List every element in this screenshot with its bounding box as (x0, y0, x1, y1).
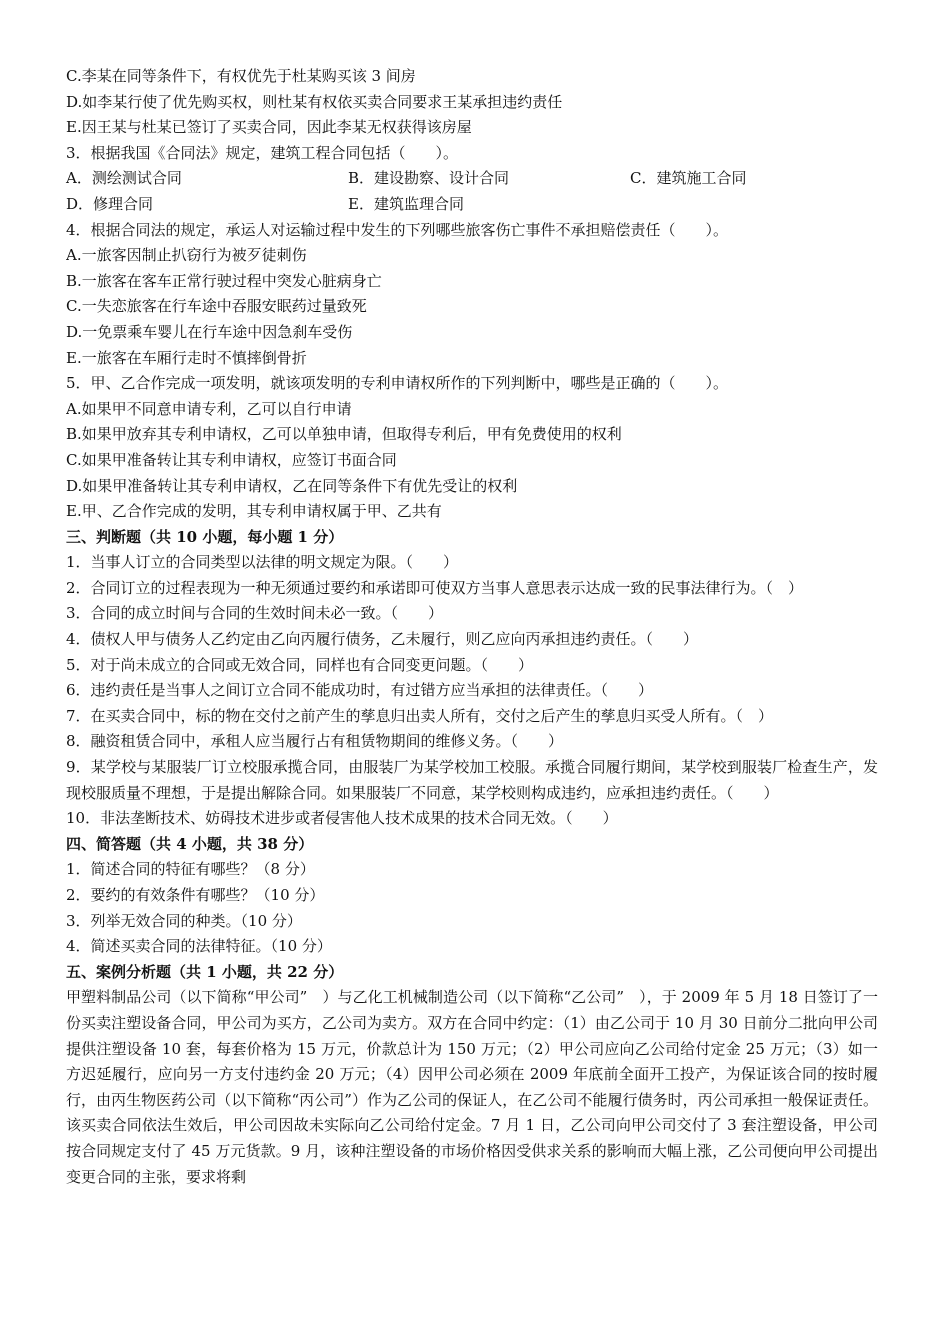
q3-stem: 3．根据我国《合同法》规定，建筑工程合同包括（ ）。 (66, 143, 459, 162)
q5-option-e: E.甲、乙合作完成的发明，其专利申请权属于甲、乙共有 (66, 502, 442, 521)
judge-item-7: 7．在买卖合同中，标的物在交付之前产生的孳息归出卖人所有，交付之后产生的孳息归买受人所有。（ ） (66, 706, 774, 725)
judge-item-10: 10．非法垄断技术、妨碍技术进步或者侵害他人技术成果的技术合同无效。（ ） (66, 809, 618, 828)
case-paragraph: 甲塑料制品公司（以下简称“甲公司” ）与乙化工机械制造公司（以下简称“乙公司” ），于 2009 年 5 月 18 日签订了一份买卖注塑设备合同，甲公司为买方，乙公司为卖方。双方在合同中约定：（1）由乙公司于 10 月 30 日前分二批向甲公司提供注塑设备 10 套，每套价格为 15 万元，价款总计为 150 万元；（2）甲公司应向乙公司给付定金 25 万元；（3）如一方迟延履行，应向另一方支付违约金 20 万元；（4）因甲公司必须在 2009 年底前全面开工投产，为保证该合同的按时履行，由丙生物医药公司（以下简称“丙公司”）作为乙公司的保证人，在乙公司不能履行债务时，丙公司承担一般保证责任。该买卖合同依法生效后，甲公司因故未实际向乙公司给付定金。7 月 1 日，乙公司向甲公司交付了 3 套注塑设备，甲公司按合同规定支付了 45 万元货款。9 月，该种注塑设备的市场价格因受供求关系的影响而大幅上涨，乙公司便向甲公司提出变更合同的主张，要求将剩 (66, 988, 878, 1186)
q4-option-b: B.一旅客在客车正常行驶过程中突发心脏病身亡 (66, 271, 382, 290)
q5-option-a: A.如果甲不同意申请专利，乙可以自行申请 (66, 399, 352, 418)
q4-option-e: E.一旅客在车厢行走时不慎摔倒骨折 (66, 348, 307, 367)
q2-option-e: E.因王某与杜某已签订了买卖合同，因此李某无权获得该房屋 (66, 118, 472, 137)
q5-option-d: D.如果甲准备转让其专利申请权，乙在同等条件下有优先受让的权利 (66, 476, 518, 495)
short-answer-3: 3．列举无效合同的种类。（10 分） (66, 911, 302, 930)
judge-item-2: 2．合同订立的过程表现为一种无须通过要约和承诺即可使双方当事人意思表示达成一致的民事法律行为。（ ） (66, 578, 804, 597)
short-answer-2: 2．要约的有效条件有哪些？（10 分） (66, 886, 325, 904)
q4-option-a: A.一旅客因制止扒窃行为被歹徒刺伤 (66, 246, 307, 265)
q2-option-c: C.李某在同等条件下，有权优先于杜某购买该 3 间房 (66, 67, 416, 85)
judge-item-8: 8．融资租赁合同中，承租人应当履行占有租赁物期间的维修义务。（ ） (66, 732, 564, 751)
q2-option-d: D.如李某行使了优先购买权，则杜某有权依买卖合同要求王某承担违约责任 (66, 92, 563, 111)
judge-item-6: 6．违约责任是当事人之间订立合同不能成功时，有过错方应当承担的法律责任。（ ） (66, 681, 654, 700)
short-answer-1: 1．简述合同的特征有哪些？（8 分） (66, 860, 315, 879)
judge-item-3: 3．合同的成立时间与合同的生效时间未必一致。（ ） (66, 604, 444, 623)
q5-option-b: B.如果甲放弃其专利申请权，乙可以单独申请，但取得专利后，甲有免费使用的权利 (66, 425, 622, 444)
section3-heading: 三、判断题（共 10 小题，每小题 1 分） (66, 527, 344, 546)
q5-option-c: C.如果甲准备转让其专利申请权，应签订书面合同 (66, 450, 397, 469)
section5-heading: 五、案例分析题（共 1 小题，共 22 分） (66, 962, 344, 981)
judge-item-9: 9．某学校与某服装厂订立校服承揽合同，由服装厂为某学校加工校服。承揽合同履行期间，某学校到服装厂检查生产，发现校服质量不理想，于是提出解除合同。如果服装厂不同意，某学校则构成违约，应承担违约责任。（ ） (66, 758, 878, 802)
q5-stem: 5．甲、乙合作完成一项发明，就该项发明的专利申请权所作的下列判断中，哪些是正确的（ ）。 (66, 374, 729, 393)
q3-option-b: B．建设勘察、设计合同 (348, 169, 510, 188)
q3-option-a: A．测绘测试合同 (66, 169, 182, 188)
q3-options-row2 (66, 192, 878, 218)
q4-option-c: C.一失恋旅客在行车途中吞服安眠药过量致死 (66, 297, 367, 316)
q3-options-row1 (66, 166, 878, 192)
judge-item-1: 1．当事人订立的合同类型以法律的明文规定为限。（ ） (66, 553, 459, 572)
judge-item-4: 4．债权人甲与债务人乙约定由乙向丙履行债务，乙未履行，则乙应向丙承担违约责任。（ ） (66, 630, 699, 649)
q3-option-d: D．修理合同 (66, 194, 154, 213)
q4-option-d: D.一免票乘车婴儿在行车途中因急刹车受伤 (66, 322, 353, 341)
short-answer-4: 4．简述买卖合同的法律特征。（10 分） (66, 937, 332, 956)
section4-heading: 四、简答题（共 4 小题，共 38 分） (66, 834, 314, 853)
q3-option-c: C．建筑施工合同 (630, 169, 747, 188)
q3-option-e: E．建筑监理合同 (348, 194, 464, 213)
q4-stem: 4．根据合同法的规定，承运人对运输过程中发生的下列哪些旅客伤亡事件不承担赔偿责任（ ）。 (66, 220, 729, 239)
judge-item-5: 5．对于尚未成立的合同或无效合同，同样也有合同变更问题。（ ） (66, 655, 534, 674)
